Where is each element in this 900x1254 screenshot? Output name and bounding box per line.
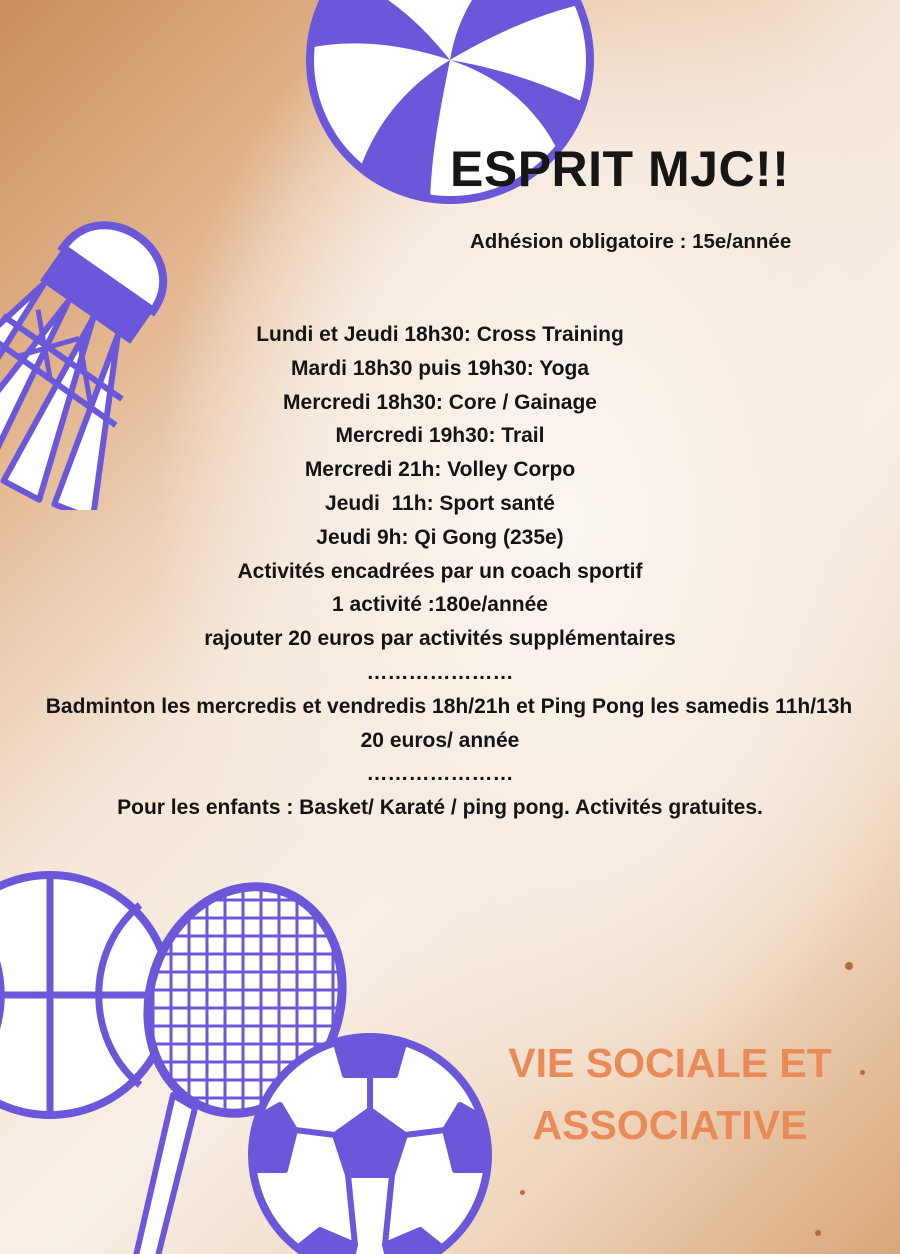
coach-note: Activités encadrées par un coach sportif [237,559,643,583]
kids-activities: Pour les enfants : Basket/ Karaté / ping pong. Activités gratuites. [117,796,763,820]
badminton-pingpong-line: Badminton les mercredis et vendredis 18h/21h et Ping Pong les samedis 11h/13h [45,694,853,718]
schedule-line: Mercredi 21h: Volley Corpo [304,458,576,482]
footer-title [470,1032,870,1156]
footer-line-2: ASSOCIATIVE [532,1102,808,1148]
activity-price: 1 activité :180e/année [332,593,548,617]
soccer-ball-icon [245,1030,495,1254]
schedule-line: Mardi 18h30 puis 19h30: Yoga [291,356,589,380]
schedule-line: Lundi et Jeudi 18h30: Cross Training [256,323,624,346]
schedule-line: Mercredi 19h30: Trail [335,424,545,448]
badminton-price: 20 euros/ année [360,728,520,752]
schedule-line: Jeudi 9h: Qi Gong (235e) [316,525,564,549]
schedule-line: Mercredi 18h30: Core / Gainage [283,390,597,414]
membership-fee: Adhésion obligatoire : 15e/année [470,230,792,253]
separator-dots: ………………… [366,762,514,786]
extra-activity-price: rajouter 20 euros par activités supplémentaires [204,627,676,651]
speckle-dot [520,1190,525,1195]
schedule-list [0,318,880,825]
footer-line-1: VIE SOCIALE ET [508,1040,832,1086]
speckle-dot [815,1230,821,1236]
poster-title: ESPRIT MJC!! [450,141,790,197]
speckle-dot [845,962,853,970]
schedule-line: Jeudi 11h: Sport santé [325,491,555,515]
separator-dots: ………………… [366,660,514,684]
